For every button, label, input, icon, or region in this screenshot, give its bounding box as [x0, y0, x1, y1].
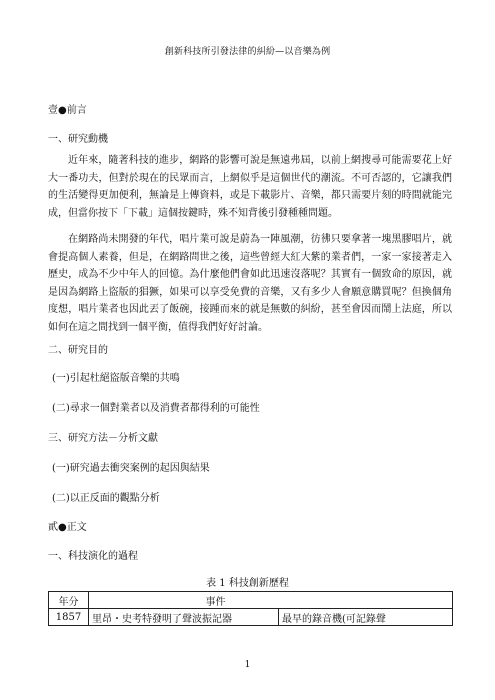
cell-event: 里昂・史考特發明了聲波振記器 [89, 609, 279, 626]
column-header-year: 年分 [49, 592, 89, 609]
heading-research-motive: 一、研究動機 [48, 134, 108, 145]
heading-tech-evolution: 一、科技演化的過程 [48, 551, 138, 562]
method-item-2: (二)以正反面的觀點分析 [52, 493, 160, 504]
paragraph-motive-2: 在網路尚未開發的年代，唱片業可說是蔚為一陣風潮，彷彿只要拿著一塊黑膠唱片，就會提高個人素養，但是，在網路問世之後，這些曾經大紅大紫的業者們，一家一家接著走入歷史，成為不少中年人的回憶。為什麼他們會如此迅速沒落呢？其實有一個致命的原因，就是因為網路上盜版的猖獗，如果可以享受免費的音樂，又有多少人會願意購買呢？但換個角度想，唱片業者也因此丟了飯碗，接踵而來的就是無數的糾紛，甚至會因而鬧上法庭，所以如何在這之間找到一個平衡，值得我們好好討論。 [48, 234, 452, 333]
table-caption: 表 1 科技創新歷程 [206, 578, 289, 589]
section-title-body: 貳●正文 [48, 522, 87, 533]
heading-research-method: 三、研究方法－分析文獻 [48, 433, 158, 444]
section-title-preface: 壹●前言 [48, 105, 87, 116]
table-header-row [49, 592, 453, 609]
page-number: 1 [244, 660, 251, 670]
purpose-item-2: (二)尋求一個對業者以及消費者都得利的可能性 [52, 403, 260, 414]
running-header: 創新科技所引發法律的糾紛—以音樂為例 [164, 47, 331, 57]
cell-note: 最早的錄音機(可記錄聲 [279, 609, 453, 626]
table-row [49, 609, 453, 626]
purpose-item-1: (一)引起杜絕盜版音樂的共鳴 [52, 373, 180, 384]
column-header-event: 事件 [89, 592, 453, 609]
method-item-1: (一)研究過去衝突案例的起因與結果 [52, 463, 210, 474]
paragraph-motive-1: 近年來，隨著科技的進步，網路的影響可說是無遠弗屆，以前上網搜尋可能需要花上好大一番功夫，但對於現在的民眾而言，上網似乎是這個世代的潮流。不可否認的，它讓我們的生活變得更加便利，無論是上傳資料，或是下載影片、音樂，都只需要片刻的時間就能完成，但當你按下「下載」這個按鍵時，殊不知背後引發種種問題。 [48, 155, 452, 219]
heading-research-purpose: 二、研究目的 [48, 345, 108, 356]
innovation-table [48, 591, 453, 626]
cell-year: 1857 [49, 609, 89, 626]
